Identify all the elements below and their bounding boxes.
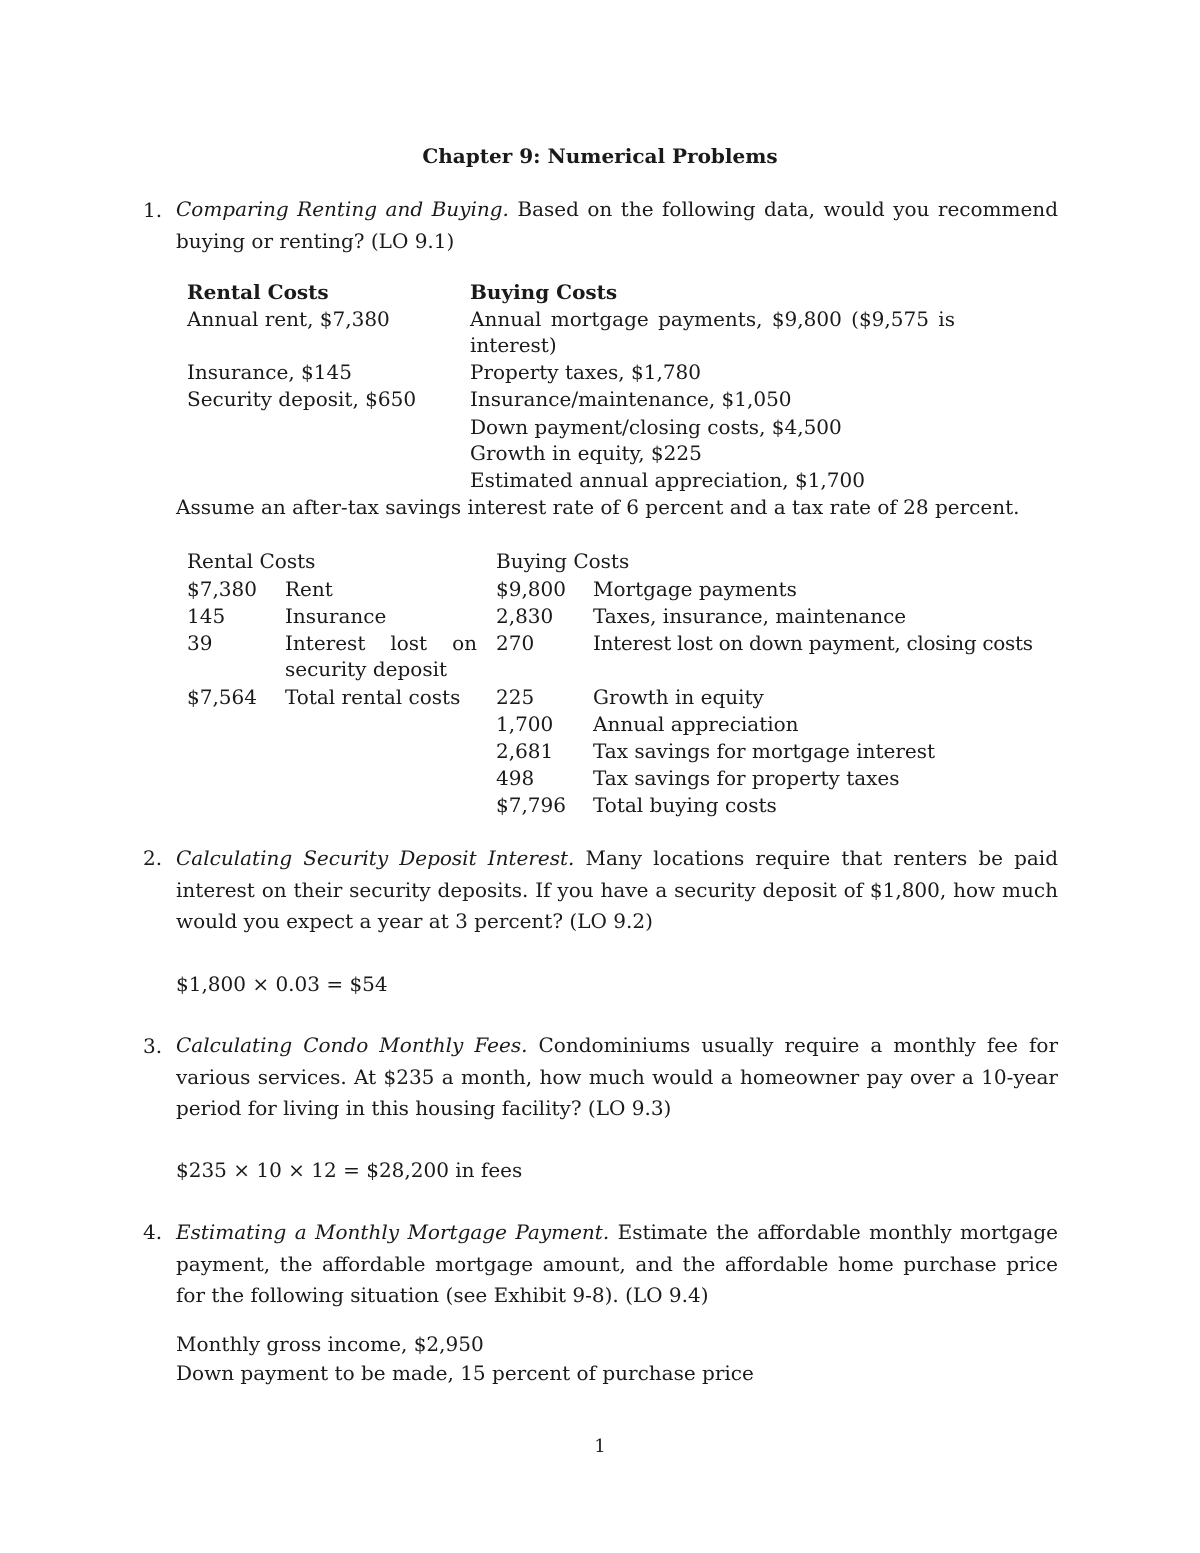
problem-body: Many locations require that renters be paid interest on their security deposits. If you have a security deposit of $1,800, how much would you expect a year at 3 percent? (LO 9.2) <box>176 846 1058 933</box>
problem-number: 4. <box>143 1220 163 1244</box>
buying-label: Tax savings for property taxes <box>593 766 900 790</box>
problem-heading: Estimating a Monthly Mortgage Payment. <box>176 1220 610 1244</box>
problem-number: 1. <box>143 198 163 222</box>
problem-heading: Comparing Renting and Buying. <box>176 197 509 221</box>
buying-amount: 2,681 <box>496 739 554 763</box>
buying-label: Growth in equity <box>593 685 764 709</box>
rental-amount: $7,380 <box>187 577 257 601</box>
rental-amount: 145 <box>187 604 226 628</box>
given-line: Down payment to be made, 15 percent of purchase price <box>176 1361 754 1385</box>
problem-number: 3. <box>143 1034 163 1058</box>
answer-text: $1,800 × 0.03 = $54 <box>176 972 388 996</box>
buying-label: Total buying costs <box>593 793 777 817</box>
problem-body: Condominiums usually require a monthly fee for various services. At $235 a month, how much would a homeowner pay over a 10-year period for living in this housing facility? (LO 9.3) <box>176 1033 1059 1120</box>
assumption-text: Assume an after-tax savings interest rate of 6 percent and a tax rate of 28 percent. <box>176 495 1020 519</box>
problem-heading: Calculating Security Deposit Interest. <box>176 846 575 870</box>
answer-text: $235 × 10 × 12 = $28,200 in fees <box>176 1158 523 1182</box>
page-number: 1 <box>594 1436 606 1457</box>
solution-rental-heading: Rental Costs <box>187 549 316 573</box>
given-rental-item: Annual rent, $7,380 <box>187 307 390 331</box>
problem-body: Estimate the affordable monthly mortgage payment, the affordable mortgage amount, and the affordable home purchase price for the following situation (see Exhibit 9-8). (LO 9.4) <box>176 1220 1058 1307</box>
page-title: Chapter 9: Numerical Problems <box>422 144 778 168</box>
given-buying-item: Insurance/maintenance, $1,050 <box>470 387 792 411</box>
given-buying-item: Property taxes, $1,780 <box>470 360 701 384</box>
given-buying-item: Annual mortgage payments, $9,800 ($9,575 is <box>470 307 955 331</box>
problem-2-text <box>176 843 1058 938</box>
given-buying-item: interest) <box>470 333 557 357</box>
buying-amount: 2,830 <box>496 604 554 628</box>
buying-amount: 270 <box>496 631 535 655</box>
problem-4-text <box>176 1217 1058 1312</box>
buying-label: Mortgage payments <box>593 577 797 601</box>
buying-label: Taxes, insurance, maintenance <box>593 604 907 628</box>
buying-amount: 1,700 <box>496 712 554 736</box>
buying-amount: 225 <box>496 685 535 709</box>
buying-label: Interest lost on down payment, closing costs <box>593 631 1033 655</box>
given-buying-item: Growth in equity, $225 <box>470 441 702 465</box>
problem-body: Based on the following data, would you recommend buying or renting? (LO 9.1) <box>176 197 1058 253</box>
given-rental-item: Insurance, $145 <box>187 360 352 384</box>
rental-label: Insurance <box>285 604 387 628</box>
buying-amount: $9,800 <box>496 577 566 601</box>
given-buying-item: Down payment/closing costs, $4,500 <box>470 415 842 439</box>
rental-amount: 39 <box>187 631 213 655</box>
problem-1-text <box>176 194 1058 257</box>
problem-number: 2. <box>143 846 163 870</box>
rental-amount: $7,564 <box>187 685 257 709</box>
rental-label: Rent <box>285 577 333 601</box>
buying-label: Annual appreciation <box>593 712 799 736</box>
buying-costs-heading: Buying Costs <box>470 280 618 304</box>
given-line: Monthly gross income, $2,950 <box>176 1332 484 1356</box>
buying-amount: 498 <box>496 766 535 790</box>
rental-costs-heading: Rental Costs <box>187 280 329 304</box>
buying-label: Tax savings for mortgage interest <box>593 739 936 763</box>
rental-label: Total rental costs <box>285 685 461 709</box>
solution-buying-heading: Buying Costs <box>496 549 630 573</box>
buying-amount: $7,796 <box>496 793 566 817</box>
given-buying-item: Estimated annual appreciation, $1,700 <box>470 468 865 492</box>
given-rental-item: Security deposit, $650 <box>187 387 417 411</box>
problem-3-text <box>176 1030 1058 1125</box>
rental-label: Interest lost on security deposit <box>285 631 477 681</box>
problem-heading: Calculating Condo Monthly Fees. <box>176 1033 528 1057</box>
